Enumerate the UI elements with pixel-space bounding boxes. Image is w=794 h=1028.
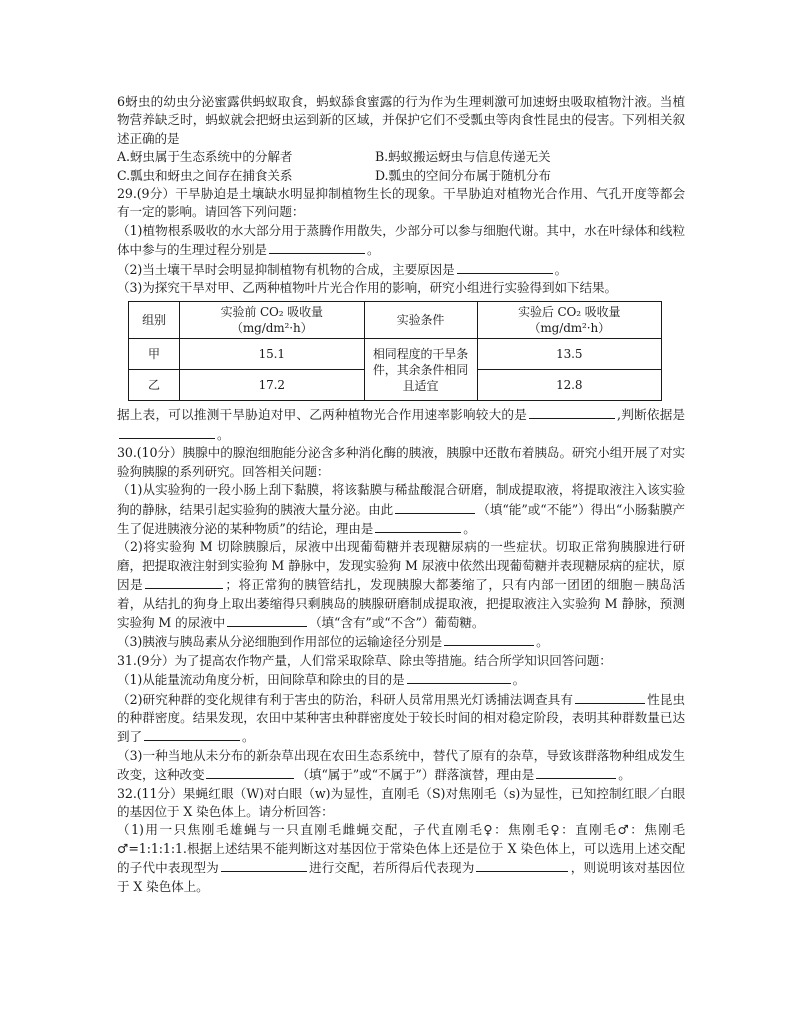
q30-blank-2[interactable] xyxy=(375,519,461,533)
q31-part1-end: 。 xyxy=(512,672,526,688)
table-cell-group: 乙 xyxy=(129,370,180,401)
experiment-table xyxy=(128,301,662,401)
q28-options xyxy=(117,148,685,185)
table-header-condition: 实验条件 xyxy=(364,302,477,339)
q31-part1 xyxy=(117,670,685,689)
table-header-group: 组别 xyxy=(129,302,180,339)
table-cell-after: 13.5 xyxy=(477,339,662,370)
q30-stem: 30.(10分）胰腺中的腺泡细胞能分泌含多种消化酶的胰液，胰腺中还散布着胰岛。研究小组开展了对实验狗胰腺的系列研究。回答相关问题： xyxy=(117,445,685,479)
q29-part2-end: 。 xyxy=(554,261,568,277)
q31-part2-end: 。 xyxy=(242,729,255,745)
q31-part2-mid: 性昆虫的种群密度。结果发现，农田中某种害虫种群密度处于较长时间的相对稳定阶段，表明其种群数量已达到了 xyxy=(117,691,685,745)
q31-part2-text: （2)研究种群的变化规律有利于害虫的防治，科研人员常用黑光灯诱捕法调查具有 xyxy=(117,691,574,707)
q30-blank-4[interactable] xyxy=(227,613,307,627)
q28-option-a[interactable]: A.蚜虫属于生态系统中的分解者 xyxy=(117,149,293,165)
q28-option-c[interactable]: C.瓢虫和蚜虫之间存在捕食关系 xyxy=(117,167,293,183)
q30-blank-5[interactable] xyxy=(444,632,534,646)
q30-part3 xyxy=(117,632,685,651)
q32-part1-text: （1)用一只焦刚毛雄蝇与一只直刚毛雌蝇交配，子代直刚毛♀：焦刚毛♀：直刚毛♂：焦刚毛♂=1:1:1:1.根据上述结果不能判断这对基因位于常染色体上还是位于 X 染色体上，可以选用上述交配的子代中表现型为 xyxy=(117,822,685,876)
q31-part2 xyxy=(117,690,685,747)
q30-part2-text: （2)将实验狗 M 切除胰腺后，尿液中出现葡萄糖并表现糖尿病的一些症状。切取正常狗胰腺进行研磨，把提取液注射到实验狗 M 静脉中，发现实验狗 M 尿液中依然出现葡萄糖并表现糖尿病的症状，原因是 xyxy=(117,539,685,593)
q29-blank-4[interactable] xyxy=(119,425,215,439)
table-row xyxy=(129,339,662,370)
q29-part4 xyxy=(117,405,685,444)
q29-part4-end: 。 xyxy=(217,426,230,442)
table-cell-before: 15.1 xyxy=(180,339,365,370)
q30-part2 xyxy=(117,538,685,632)
table-cell-group: 甲 xyxy=(129,339,180,370)
q30-part2-mid: ；将正常狗的胰管结扎，发现胰腺大都萎缩了，只有内部一团团的细胞－胰岛活着，从结扎的狗身上取出萎缩得只剩胰岛的胰腺研磨制成提取液，把提取液注入实验狗 M 静脉，预测实验狗 M 的尿液中 xyxy=(117,577,685,630)
q30-part2-end: （填“含有”或“不含”）葡萄糖。 xyxy=(309,614,485,630)
table-cell-before: 17.2 xyxy=(180,370,365,401)
q30-part1 xyxy=(117,481,685,538)
q32-stem: 32.(11分）果蝇红眼（W)对白眼（w)为显性，直刚毛（S)对焦刚毛（s)为显性，已知控制红眼／白眼的基因位于 X 染色体上。请分析回答： xyxy=(117,785,685,819)
q29-part3: （3)为探究干旱对甲、乙两种植物叶片光合作用的影响，研究小组进行实验得到如下结果。 xyxy=(117,280,617,296)
q32-part1-end: ，则说明该对基因位于 X 染色体上。 xyxy=(117,860,686,894)
table-header-after: 实验后 CO₂ 吸收量（mg/dm²·h） xyxy=(477,302,662,339)
q31-blank-4[interactable] xyxy=(206,765,294,779)
table-cell-condition: 相同程度的干旱条件，其余条件相同且适宜 xyxy=(364,339,477,401)
q28-stem: 6蚜虫的幼虫分泌蜜露供蚂蚁取食，蚂蚁舔食蜜露的行为作为生理刺激可加速蚜虫吸取植物汁液。当植物营养缺乏时，蚂蚁就会把蚜虫运到新的区域，并保护它们不受瓢虫等肉食性昆虫的侵害。下列相关叙述正确的是 xyxy=(117,94,685,146)
q29-part1-text: （1)植物根系吸收的水大部分用于蒸腾作用散失，少部分可以参与细胞代谢。其中，水在叶绿体和线粒体中参与的生理过程分别是 xyxy=(117,222,685,258)
q29-blank-3[interactable] xyxy=(529,405,615,419)
q31-blank-2[interactable] xyxy=(575,690,645,704)
table-header-row xyxy=(129,302,662,339)
q31-part3-text: （3)一种当地从未分布的新杂草出现在农田生态系统中，替代了原有的杂草，导致该群落物种组成发生改变，这种改变 xyxy=(117,747,685,783)
q29-part2-text: （2)当土壤干旱时会明显抑制植物有机物的合成，主要原因是 xyxy=(117,261,455,277)
table-header-before: 实验前 CO₂ 吸收量（mg/dm²·h） xyxy=(180,302,365,339)
q29-blank-2[interactable] xyxy=(457,260,553,274)
q28-option-b[interactable]: B.蚂蚁搬运蚜虫与信息传递无关 xyxy=(375,149,551,165)
q30-part1-mid: （填“能”或“不能”）得出“小肠黏膜产生了促进胰液分泌的某种物质”的结论，理由是 xyxy=(117,501,685,536)
q30-part3-text: （3)胰液与胰岛素从分泌细胞到作用部位的运输途径分别是 xyxy=(117,634,443,650)
q29-stem: 29.(9分）干旱胁迫是土壤缺水明显抑制植物生长的现象。干旱胁迫对植物光合作用、气孔开度等都会有一定的影响。请回答下列问题： xyxy=(117,186,685,220)
q32-part1-mid: 进行交配，若所得后代表现为 xyxy=(308,860,475,876)
q30-part3-end: 。 xyxy=(536,634,549,650)
q29-part1 xyxy=(117,222,685,260)
q31-blank-5[interactable] xyxy=(536,765,616,779)
q31-part1-text: （1)从能量流动角度分析，田间除草和除虫的目的是 xyxy=(117,672,405,688)
q32-blank-2[interactable] xyxy=(476,858,568,872)
q31-part3-mid: （填“属于”或“不属于”）群落演替，理由是 xyxy=(296,767,535,783)
q28-option-d[interactable]: D.瓢虫的空间分布属于随机分布 xyxy=(375,167,551,183)
q29-part2 xyxy=(117,260,685,279)
q30-part1-text: （1)从实验狗的一段小肠上刮下黏膜，将该黏膜与稀盐酸混合研磨，制成提取液，将提取液注入该实验狗的静脉，结果引起实验狗的胰液大量分泌。由此 xyxy=(117,482,685,517)
q31-part3-end: 。 xyxy=(618,767,631,783)
q29-part4-mid: ,判断依据是 xyxy=(617,407,685,423)
q30-blank-1[interactable] xyxy=(395,500,475,514)
q29-part4-text: 据上表，可以推测干旱胁迫对甲、乙两种植物光合作用速率影响较大的是 xyxy=(117,407,528,423)
q30-blank-3[interactable] xyxy=(145,575,223,589)
q30-part1-end: 。 xyxy=(463,520,476,536)
q31-blank-3[interactable] xyxy=(144,727,240,741)
q29-blank-1[interactable] xyxy=(269,240,365,254)
q31-stem: 31.(9分）为了提高农作物产量，人们常采取除草、除虫等措施。结合所学知识回答问题： xyxy=(117,652,612,668)
q31-part3 xyxy=(117,747,685,785)
q29-part1-end: 。 xyxy=(366,242,380,258)
exam-content xyxy=(117,93,685,896)
table-cell-after: 12.8 xyxy=(477,370,662,401)
q32-blank-1[interactable] xyxy=(221,858,307,872)
q32-part1 xyxy=(117,821,685,896)
q31-blank-1[interactable] xyxy=(407,670,511,684)
